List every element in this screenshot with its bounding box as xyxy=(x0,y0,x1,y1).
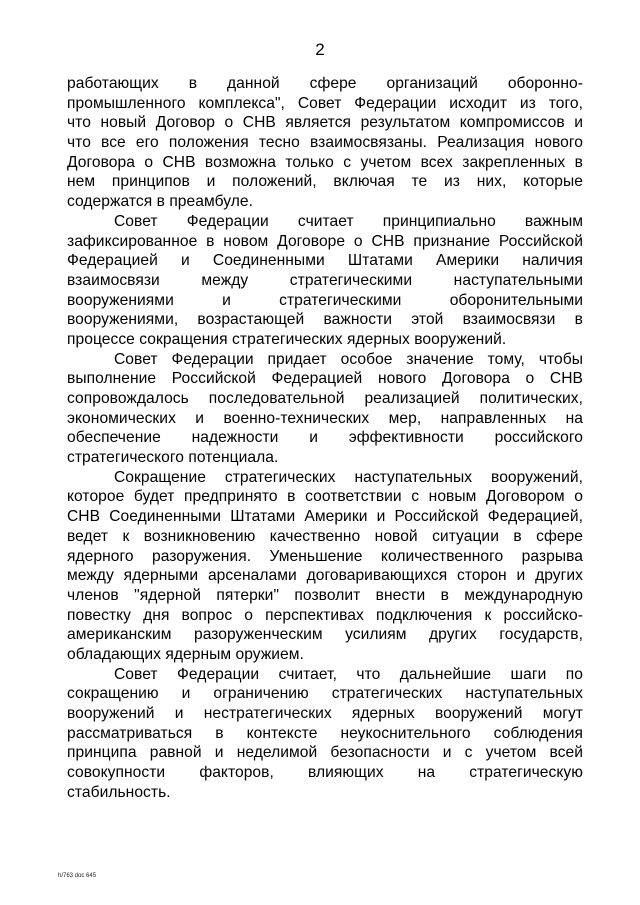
text-line: вооружениями, возрастающей важности этой взаимосвязи в xyxy=(67,311,583,329)
text-line: американским разоруженческим усилиям других государств, xyxy=(67,626,583,644)
text-line: членов "ядерной пятерки" позволит внести в международную xyxy=(67,586,583,604)
text-line: обладающих ядерным оружием. xyxy=(67,645,304,663)
text-line: что новый Договор о СНВ является результатом компромиссов и xyxy=(67,114,583,132)
page-number: 2 xyxy=(315,40,325,59)
text-line: СНВ Соединенными Штатами Америки и Российской Федерацией, xyxy=(67,508,583,526)
text-line: вооружениями и стратегическими оборонительными xyxy=(67,291,583,309)
text-line: нем принципов и положений, включая те из них, которые xyxy=(67,173,583,191)
text-line: стратегического потенциала. xyxy=(67,449,279,467)
text-line: принципа равной и неделимой безопасности и с учетом всей xyxy=(67,744,583,762)
paragraph-implementation-measures xyxy=(67,350,583,468)
text-line: Сокращение стратегических наступательных вооружений, xyxy=(114,468,583,486)
text-line: ведет к возникновению качественно новой ситуации в сфере xyxy=(67,527,583,545)
document-code: h/763 doc 645 xyxy=(58,873,97,879)
text-line: взаимосвязи между стратегическими наступательными xyxy=(67,271,583,289)
text-line: работающих в данной сфере организаций оборонно- xyxy=(67,75,583,92)
text-line: Федерацией и Соединенными Штатами Америки наличия xyxy=(67,252,583,270)
paragraph-arms-reduction xyxy=(67,468,583,665)
paragraph-further-steps xyxy=(67,665,583,803)
text-line: между ядерными арсеналами договаривающихся сторон и других xyxy=(67,567,583,585)
paragraph-continuation xyxy=(67,74,583,212)
text-line: вооружений и нестратегических ядерных вооружений могут xyxy=(67,705,583,722)
text-line: экономических и военно-технических мер, направленных на xyxy=(67,409,583,427)
text-line: зафиксированное в новом Договоре о СНВ признание Российской xyxy=(67,232,583,250)
text-line: совокупности факторов, влияющих на стратегическую xyxy=(67,764,583,782)
text-line: промышленного комплекса", Совет Федерации исходит из того, xyxy=(67,94,583,112)
text-line: сопровождалось последовательной реализацией политических, xyxy=(67,390,583,407)
text-line: содержатся в преамбуле. xyxy=(67,193,253,211)
text-line: стабильность. xyxy=(67,783,171,801)
text-line: обеспечение надежности и эффективности российского xyxy=(67,429,583,447)
paragraph-strategic-interrelation xyxy=(67,212,583,350)
text-line: что все его положения тесно взаимосвязаны. Реализация нового xyxy=(67,134,583,152)
text-line: повестку дня вопрос о перспективах подключения к российско- xyxy=(67,606,583,624)
text-line: сокращению и ограничению стратегических наступательных xyxy=(67,685,583,703)
text-line: Совет Федерации считает, что дальнейшие шаги по xyxy=(114,665,583,683)
text-line: Совет Федерации придает особое значение тому, чтобы xyxy=(114,350,583,368)
text-line: процессе сокращения стратегических ядерных вооружений. xyxy=(67,330,507,348)
text-line: рассматриваться в контексте неукоснительного соблюдения xyxy=(67,724,583,742)
text-line: выполнение Российской Федерацией нового Договора о СНВ xyxy=(67,370,583,388)
text-line: ядерного разоружения. Уменьшение количественного разрыва xyxy=(67,547,583,565)
body-text xyxy=(67,74,583,802)
text-line: Совет Федерации считает принципиально важным xyxy=(114,212,583,230)
text-line: Договора о СНВ возможна только с учетом всех закрепленных в xyxy=(67,153,583,171)
text-line: которое будет предпринято в соответствии с новым Договором о xyxy=(67,488,583,506)
